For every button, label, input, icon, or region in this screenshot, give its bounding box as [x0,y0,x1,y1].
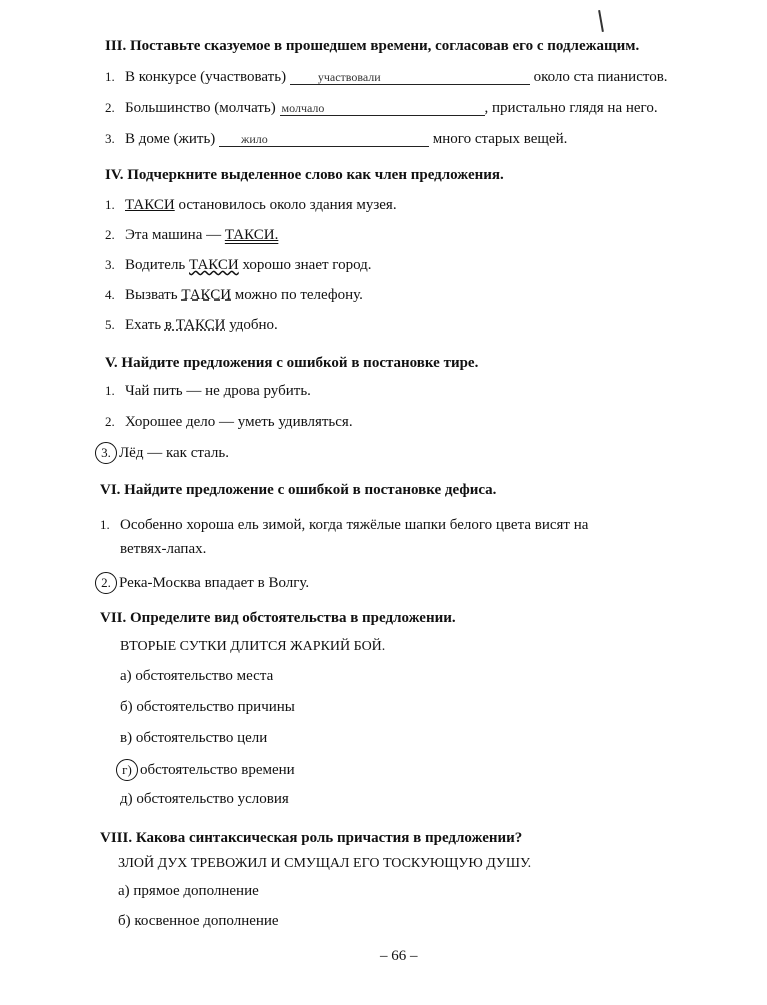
pen-mark [598,10,604,32]
s5-item-2: 2. Хорошее дело — уметь удивляться. [105,414,353,430]
s3-item-2: 2. Большинство (молчать) молчало , пристально глядя на него. [105,100,658,116]
s7-option-d: г) обстоятельство времени [116,759,295,781]
section-6-title: VI. Найдите предложение с ошибкой в постановке дефиса. [100,482,497,498]
s4-item-5: 5. Ехать в ТАКСИ удобно. [105,317,278,333]
page-number: – 66 – [380,948,418,964]
s3-item-3: 3. В доме (жить) жило много старых вещей. [105,131,568,147]
s4-item-3: 3. Водитель ТАКСИ хорошо знает город. [105,257,372,273]
s7-option-c: в) обстоятельство цели [120,730,268,746]
s5-item-1: 1. Чай пить — не дрова рубить. [105,383,311,399]
s7-option-b: б) обстоятельство причины [120,699,295,715]
s6-item-1: 1. Особенно хороша ель зимой, когда тяжёлые шапки белого цвета висят на [100,517,589,533]
s7-option-a: а) обстоятельство места [120,668,274,684]
answer-field[interactable]: участвовали [290,70,530,85]
section-8-title: VIII. Какова синтаксическая роль причастия в предложении? [100,830,523,846]
answer-circle[interactable]: г) [116,759,138,781]
s4-item-4: 4. Вызвать ТАКСИ можно по телефону. [105,287,363,303]
answer-circle[interactable]: 2. [95,572,117,594]
s7-option-e: д) обстоятельство условия [120,791,289,807]
section-5-title: V. Найдите предложения с ошибкой в постановке тире. [105,355,479,371]
s7-sentence: ВТОРЫЕ СУТКИ ДЛИТСЯ ЖАРКИЙ БОЙ. [120,639,386,654]
section-3-title: III. Поставьте сказуемое в прошедшем времени, согласовав его с подлежащим. [105,38,640,54]
s3-item-1: 1. В конкурсе (участвовать) участвовали около ста пианистов. [105,69,668,85]
s6-item-2: 2. Река-Москва впадает в Волгу. [95,572,309,594]
s6-item-1-cont: ветвях-лапах. [120,541,207,557]
answer-field[interactable]: жило [219,132,429,147]
s5-item-3: 3. Лёд — как сталь. [95,442,229,464]
s8-option-a: а) прямое дополнение [118,883,259,899]
s8-sentence: ЗЛОЙ ДУХ ТРЕВОЖИЛ И СМУЩАЛ ЕГО ТОСКУЮЩУЮ ДУШУ. [118,856,532,871]
section-7-title: VII. Определите вид обстоятельства в предложении. [100,610,456,626]
s4-item-1: 1. ТАКСИ остановилось около здания музея. [105,197,397,213]
s8-option-b: б) косвенное дополнение [118,913,279,929]
s4-item-2: 2. Эта машина — ТАКСИ. [105,227,279,243]
answer-circle[interactable]: 3. [95,442,117,464]
section-4-title: IV. Подчеркните выделенное слово как член предложения. [105,167,504,183]
answer-field[interactable]: молчало [280,101,485,116]
